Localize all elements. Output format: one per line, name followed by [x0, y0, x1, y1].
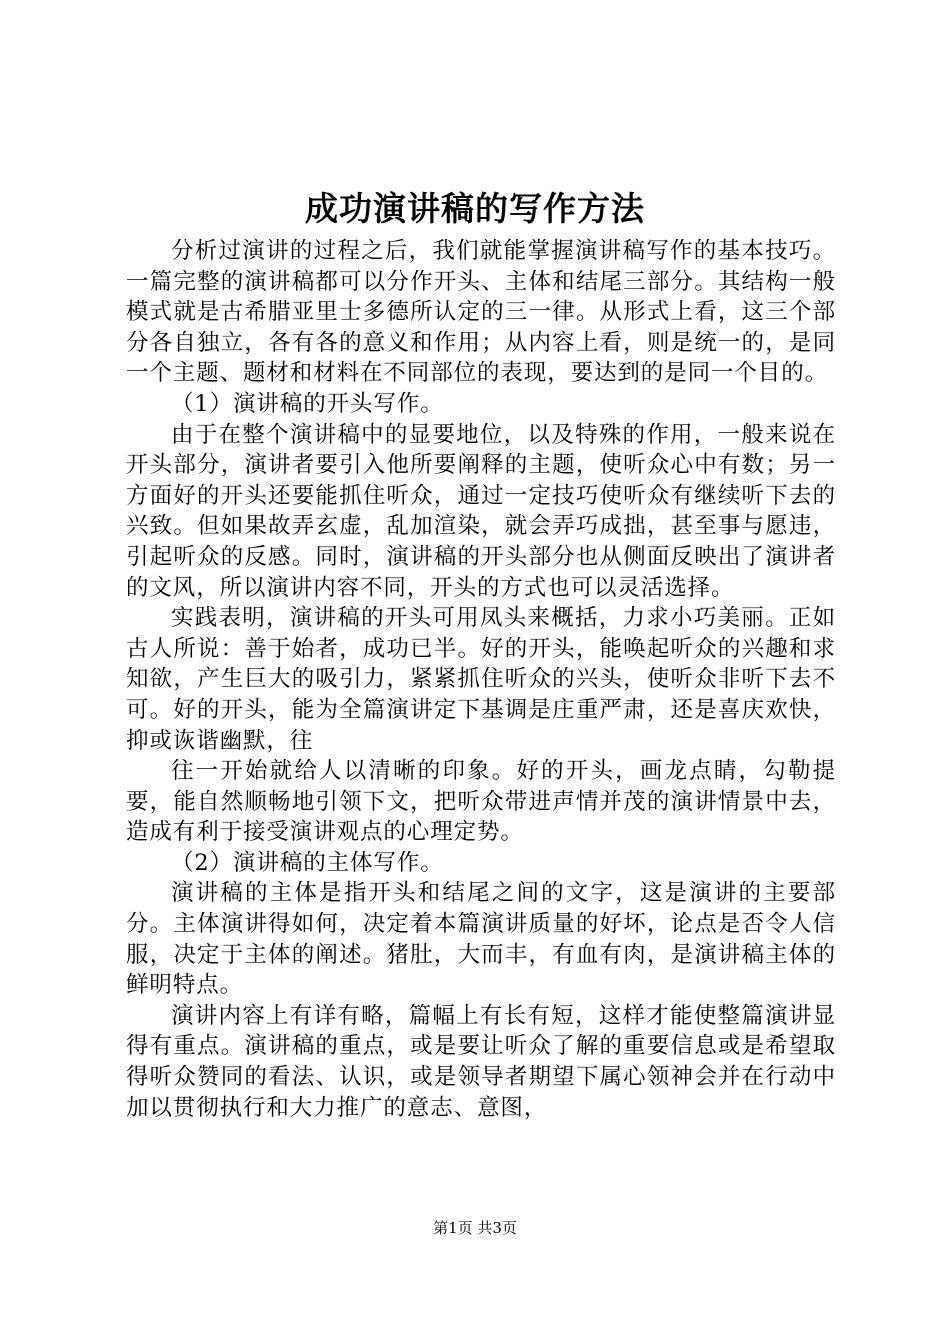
- section-heading: （2）演讲稿的主体写作。: [171, 849, 444, 876]
- paragraph: 演讲内容上有详有略，篇幅上有长有短，这样才能使整篇演讲显得有重点。演讲稿的重点，或是要让听众了解的重要信息或是希望取得听众赞同的看法、认识，或是领导者期望下属心领神会并在行动中加以贯彻执行和大力推广的意志、意图，: [126, 1002, 836, 1121]
- paragraph: 分析过演讲的过程之后，我们就能掌握演讲稿写作的基本技巧。一篇完整的演讲稿都可以分作开头、主体和结尾三部分。其结构一般模式就是古希腊亚里士多德所认定的三一律。从形式上看，这三个部分各自独立，各有各的意义和作用；从内容上看，则是统一的，是同一个主题、题材和材料在不同部位的表现，要达到的是同一个目的。: [126, 238, 836, 387]
- paragraph: 演讲稿的主体是指开头和结尾之间的文字，这是演讲的主要部分。主体演讲得如何，决定着本篇演讲质量的好坏，论点是否令人信服，决定于主体的阐述。猪肚，大而丰，有血有肉，是演讲稿主体的鲜明特点。: [126, 880, 836, 999]
- page-footer: 第1页 共3页: [433, 1219, 517, 1237]
- document-title: 成功演讲稿的写作方法: [305, 189, 645, 228]
- paragraph: 由于在整个演讲稿中的显要地位，以及特殊的作用，一般来说在开头部分，演讲者要引入他所要阐释的主题，使听众心中有数；另一方面好的开头还要能抓住听众，通过一定技巧使听众有继续听下去的兴致。但如果故弄玄虚，乱加渲染，就会弄巧成拙，甚至事与愿违，引起听众的反感。同时，演讲稿的开头部分也从侧面反映出了演讲者的文风，所以演讲内容不同，开头的方式也可以灵活选择。: [126, 421, 836, 601]
- paragraph: 实践表明，演讲稿的开头可用凤头来概括，力求小巧美丽。正如古人所说：善于始者，成功已半。好的开头，能唤起听众的兴趣和求知欲，产生巨大的吸引力，紧紧抓住听众的兴头，使听众非听下去不可。好的开头，能为全篇演讲定下基调是庄重严肃，还是喜庆欢快，抑或诙谐幽默，往: [126, 605, 836, 754]
- section-heading: （1）演讲稿的开头写作。: [171, 390, 444, 417]
- paragraph: 往一开始就给人以清晰的印象。好的开头，画龙点睛，勾勒提要，能自然顺畅地引领下文，把听众带进声情并茂的演讲情景中去，造成有利于接受演讲观点的心理定势。: [126, 758, 836, 846]
- document-body: [126, 236, 836, 1123]
